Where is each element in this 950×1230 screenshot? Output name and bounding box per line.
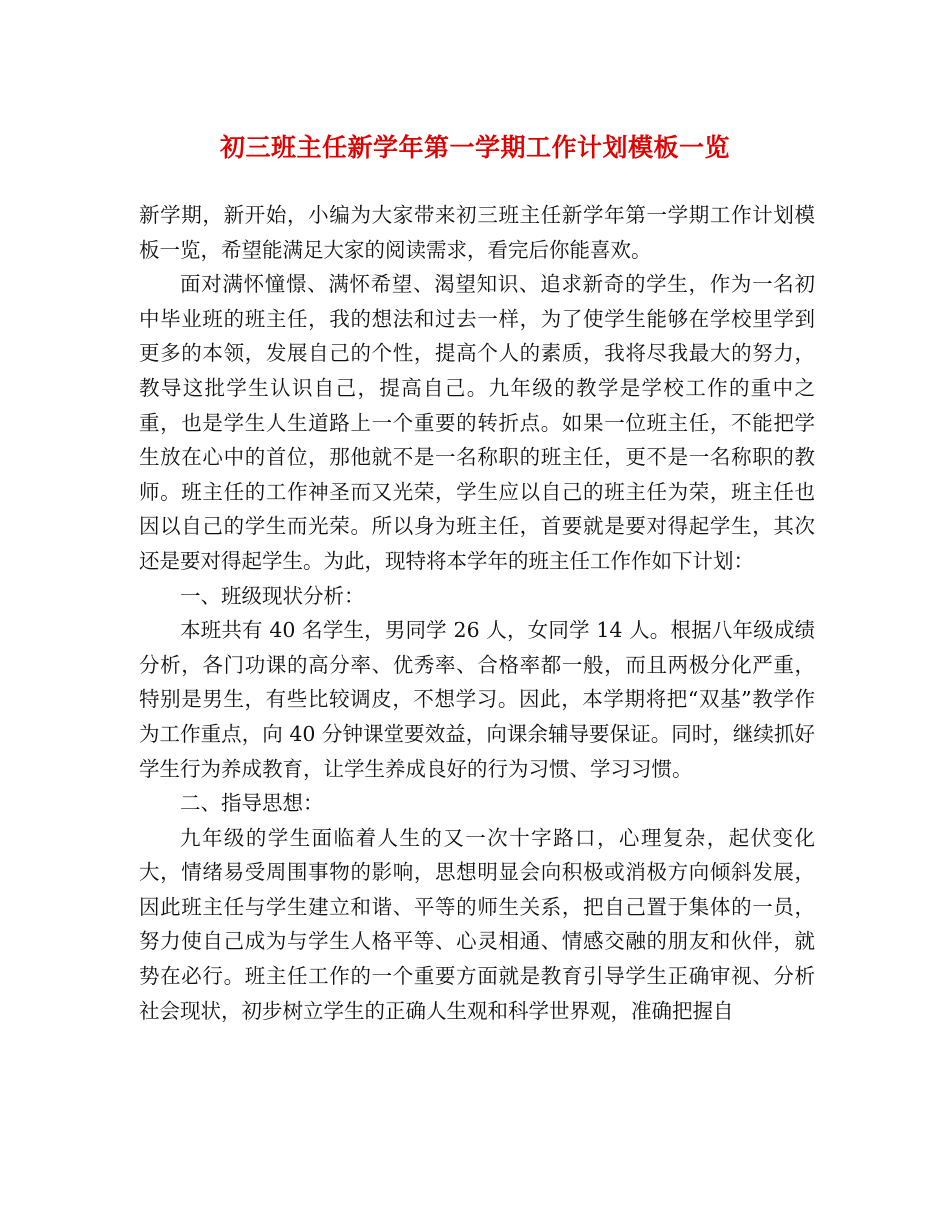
paragraph-intro: 新学期，新开始，小编为大家带来初三班主任新学年第一学期工作计划模板一览，希望能满足大家的阅读需求，看完后你能喜欢。 <box>139 203 815 262</box>
paragraph-preface: 面对满怀憧憬、满怀希望、渴望知识、追求新奇的学生，作为一名初中毕业班的班主任，我的想法和过去一样，为了使学生能够在学校里学到更多的本领，发展自己的个性，提高个人的素质，我将尽我最大的努力，教导这批学生认识自己，提高自己。九年级的教学是学校工作的重中之重，也是学生人生道路上一个重要的转折点。如果一位班主任，不能把学生放在心中的首位，那他就不是一名称职的班主任，更不是一名称职的教师。班主任的工作神圣而又光荣，学生应以自己的班主任为荣，班主任也因以自己的学生而光荣。所以身为班主任，首要就是要对得起学生，其次还是要对得起学生。为此，现特将本学年的班主任工作作如下计划： <box>139 272 815 573</box>
paragraph-guiding-thought: 九年级的学生面临着人生的又一次十字路口，心理复杂，起伏变化大，情绪易受周围事物的影响，思想明显会向积极或消极方向倾斜发展，因此班主任与学生建立和谐、平等的师生关系，把自己置于集体的一员，努力使自己成为与学生人格平等、心灵相通、情感交融的朋友和伙伴，就势在必行。班主任工作的一个重要方面就是教育引导学生正确审视、分析社会现状，初步树立学生的正确人生观和科学世界观，准确把握自 <box>139 825 815 1023</box>
document-title: 初三班主任新学年第一学期工作计划模板一览 <box>219 133 730 162</box>
section-heading-class-analysis: 一、班级现状分析： <box>180 583 365 608</box>
section-heading-guiding-thought: 二、指导思想： <box>180 791 324 816</box>
document-body <box>139 198 815 1028</box>
paragraph-class-analysis: 本班共有 40 名学生，男同学 26 人，女同学 14 人。根据八年级成绩分析，各门功课的高分率、优秀率、合格率都一般，而且两极分化严重，特别是男生，有些比较调皮，不想学习。因此，本学期将把“双基”教学作为工作重点，向 40 分钟课堂要效益，向课余辅导要保证。同时，继续抓好学生行为养成教育，让学生养成良好的行为习惯、学习习惯。 <box>139 618 815 781</box>
